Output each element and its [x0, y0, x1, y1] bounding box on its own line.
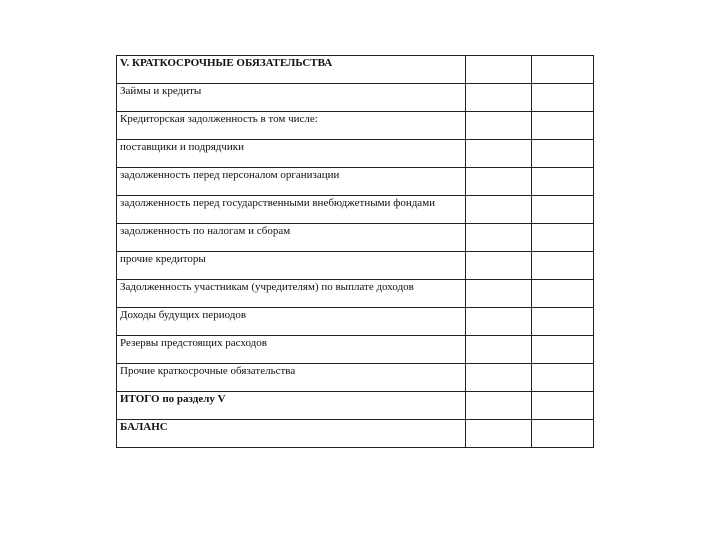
value-cell-previous	[532, 168, 594, 196]
value-cell-current	[466, 392, 532, 420]
value-cell-previous	[532, 364, 594, 392]
row-label: задолженность перед персоналом организации	[120, 169, 340, 181]
table-row	[117, 224, 594, 252]
row-label-cell	[117, 168, 466, 196]
row-label-cell	[117, 84, 466, 112]
value-cell-current	[466, 112, 532, 140]
table-row	[117, 280, 594, 308]
value-cell-previous	[532, 392, 594, 420]
value-cell-current	[466, 280, 532, 308]
row-label-cell	[117, 280, 466, 308]
row-label: задолженность по налогам и сборам	[120, 225, 291, 237]
table-row	[117, 420, 594, 448]
value-cell-previous	[532, 140, 594, 168]
table-row	[117, 308, 594, 336]
value-cell-current	[466, 224, 532, 252]
value-cell-current	[466, 56, 532, 84]
row-label: поставщики и подрядчики	[120, 141, 245, 153]
value-cell-current	[466, 196, 532, 224]
row-label: прочие кредиторы	[120, 253, 206, 265]
row-label-cell	[117, 224, 466, 252]
table-row	[117, 168, 594, 196]
value-cell-current	[466, 252, 532, 280]
value-cell-previous	[532, 56, 594, 84]
value-cell-current	[466, 140, 532, 168]
section-total-label: ИТОГО по разделу V	[120, 393, 226, 405]
row-label: задолженность перед государственными внебюджетными фондами	[120, 197, 436, 209]
table-row	[117, 392, 594, 420]
value-cell-current	[466, 420, 532, 448]
value-cell-current	[466, 308, 532, 336]
row-label: Резервы предстоящих расходов	[120, 337, 267, 349]
row-label-cell	[117, 112, 466, 140]
row-label-cell	[117, 308, 466, 336]
value-cell-current	[466, 364, 532, 392]
row-label-cell	[117, 420, 466, 448]
row-label: Кредиторская задолженность в том числе:	[120, 113, 318, 125]
value-cell-previous	[532, 420, 594, 448]
value-cell-current	[466, 336, 532, 364]
table-row	[117, 364, 594, 392]
table-row	[117, 56, 594, 84]
row-label-cell	[117, 336, 466, 364]
value-cell-current	[466, 84, 532, 112]
row-label-cell	[117, 56, 466, 84]
table-row	[117, 140, 594, 168]
value-cell-previous	[532, 112, 594, 140]
row-label: Доходы будущих периодов	[120, 309, 247, 321]
table-row	[117, 252, 594, 280]
table-row	[117, 196, 594, 224]
value-cell-previous	[532, 252, 594, 280]
value-cell-previous	[532, 280, 594, 308]
row-label: Прочие краткосрочные обязательства	[120, 365, 296, 377]
row-label-cell	[117, 364, 466, 392]
value-cell-previous	[532, 336, 594, 364]
row-label: Задолженность участникам (учредителям) по выплате доходов	[120, 281, 414, 293]
balance-sheet-table	[116, 55, 594, 448]
table-row	[117, 84, 594, 112]
table-body	[117, 56, 594, 448]
value-cell-current	[466, 168, 532, 196]
section-title: V. КРАТКОСРОЧНЫЕ ОБЯЗАТЕЛЬСТВА	[120, 57, 333, 69]
value-cell-previous	[532, 224, 594, 252]
row-label-cell	[117, 392, 466, 420]
value-cell-previous	[532, 84, 594, 112]
row-label-cell	[117, 196, 466, 224]
table-row	[117, 336, 594, 364]
row-label-cell	[117, 252, 466, 280]
table-row	[117, 112, 594, 140]
row-label-cell	[117, 140, 466, 168]
balance-total-label: БАЛАНС	[120, 421, 168, 433]
value-cell-previous	[532, 196, 594, 224]
value-cell-previous	[532, 308, 594, 336]
row-label: Займы и кредиты	[120, 85, 202, 97]
